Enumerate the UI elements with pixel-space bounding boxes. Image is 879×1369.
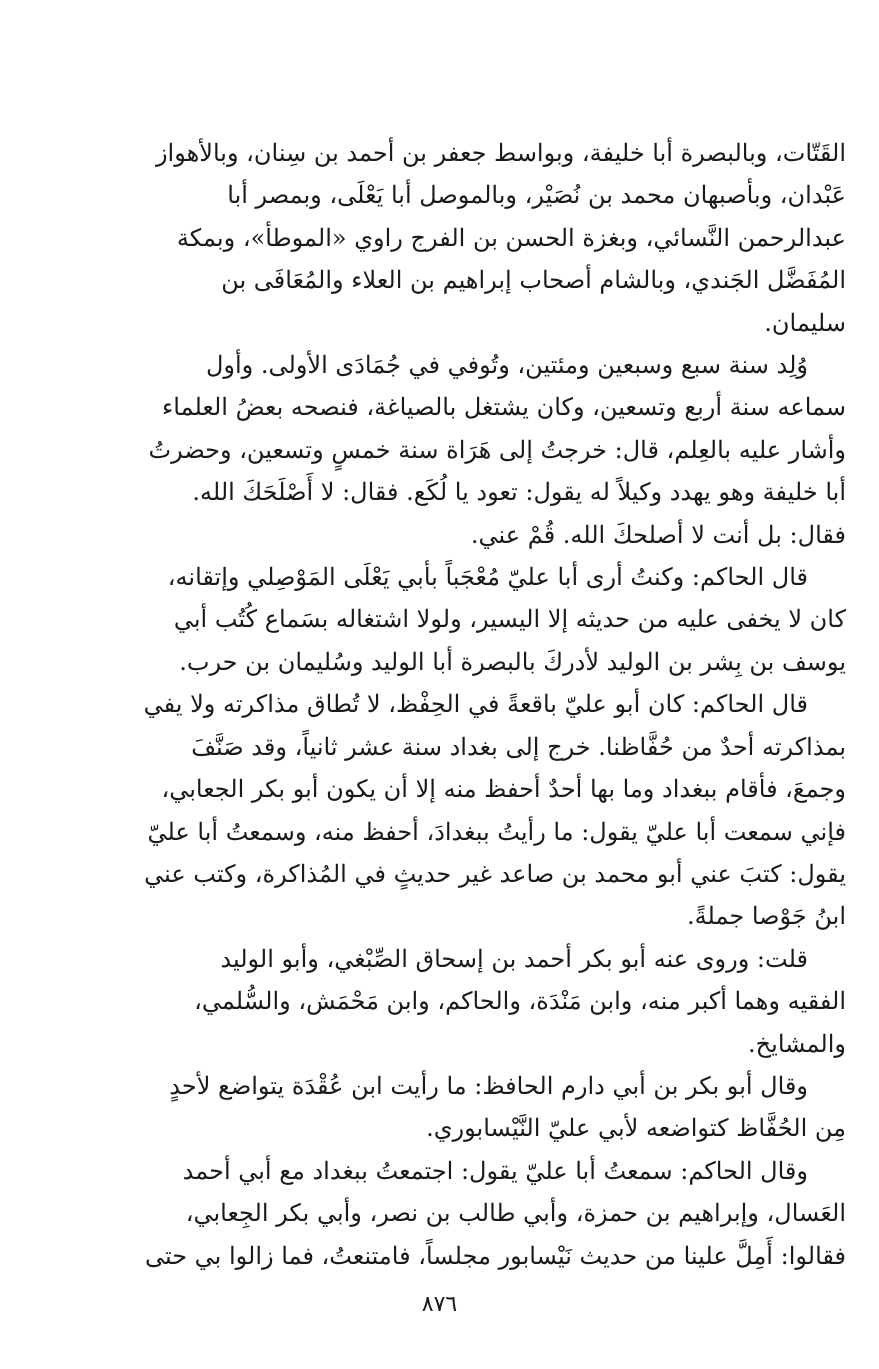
paragraph-7 [34, 1150, 846, 1277]
text-line: كان لا يخفى عليه من حديثه إلا اليسير، ولولا اشتغاله بسَماع كُتُب أبي [173, 605, 846, 634]
paragraph-3 [34, 556, 846, 683]
paragraph-6 [34, 1065, 846, 1150]
text-line: القَتّات، وبالبصرة أبا خليفة، وبواسط جعفر بن أحمد بن سِنان، وبالأهواز [155, 139, 846, 167]
paragraph-2 [34, 344, 846, 556]
text-line: وقال الحاكم: سمعتُ أبا عليّ يقول: اجتمعتُ ببغداد مع أبي أحمد [182, 1156, 808, 1185]
text-line: فقالوا: أَمِلَّ علينا من حديث نَيْسابور مجلساً، فامتنعتُ، فما زالوا بي حتى [144, 1241, 846, 1270]
text-line: سليمان. [764, 308, 846, 337]
text-line: عَبْدان، وبأصبهان محمد بن نُصَيْر، وبالموصل أبا يَعْلَى، وبمصر أبا [227, 181, 846, 210]
text-line: مِن الحُفَّاظ كتواضعه لأبي عليّ النَّيْسابوري. [426, 1114, 846, 1143]
text-line: قال الحاكم: وكنتُ أرى أبا عليّ مُعْجَباً بأبي يَعْلَى المَوْصِلي وإتقانه، [167, 563, 808, 592]
paragraph-4 [34, 683, 846, 937]
paragraph-1 [34, 132, 846, 344]
text-line: المُفَضَّل الجَندي، وبالشام أصحاب إبراهيم بن العلاء والمُعَافَى بن [221, 266, 846, 295]
text-line: وجمعَ، فأقام ببغداد وما بها أحدٌ أحفظ منه إلا أن يكون أبو بكر الجعابي، [161, 775, 846, 804]
text-line: وُلِد سنة سبع وسبعين ومئتين، وتُوفي في جُمَادَى الأولى. وأول [205, 351, 808, 380]
text-line: ابنُ جَوْصا جملةً. [687, 902, 846, 931]
text-line: قلت: وروى عنه أبو بكر أحمد بن إسحاق الصِّبْغي، وأبو الوليد [220, 944, 808, 973]
text-line: والمشايخ. [748, 1029, 846, 1058]
text-line: أبا خليفة وهو يهدد وكيلاً له يقول: تعود يا لُكَع. فقال: لا أَصْلَحَكَ الله. [192, 478, 846, 507]
text-line: سماعه سنة أربع وتسعين، وكان يشتغل بالصياغة، فنصحه بعضُ العلماء [162, 393, 846, 422]
text-line: قال الحاكم: كان أبو عليّ باقعةً في الحِفْظ، لا تُطاق مذاكرته ولا يفي [143, 690, 808, 719]
text-line: وأشار عليه بالعِلم، قال: خرجتُ إلى هَرَاة سنة خمسٍ وتسعين، وحضرتُ [148, 435, 846, 464]
text-line: بمذاكرته أحدٌ من حُفَّاظنا. خرج إلى بغداد سنة عشر ثانياً، وقد صَنَّفَ [191, 732, 846, 761]
text-line: يوسف بن بِشر بن الوليد لأدركَ بالبصرة أبا الوليد وسُليمان بن حرب. [179, 647, 846, 676]
page-number: ٨٧٦ [421, 1292, 458, 1317]
body-text [34, 132, 846, 1277]
text-line: فقال: بل أنت لا أصلحكَ الله. قُمْ عني. [470, 520, 846, 549]
text-line: يقول: كتبَ عني أبو محمد بن صاعد غير حديثٍ في المُذاكرة، وكتب عني [144, 859, 846, 888]
text-line: فإني سمعت أبا عليّ يقول: ما رأيتُ ببغدادَ، أحفظ منه، وسمعتُ أبا عليّ [147, 817, 846, 846]
text-line: الفقيه وهما أكبر منه، وابن مَنْدَة، والحاكم، وابن مَحْمَش، والسُّلمي، [194, 987, 846, 1016]
text-line: وقال أبو بكر بن أبي دارم الحافظ: ما رأيت ابن عُقْدَة يتواضع لأحدٍ [169, 1071, 808, 1100]
text-line: عبدالرحمن النَّسائي، وبغزة الحسن بن الفرج راوي «الموطأ»، وبمكة [176, 223, 846, 252]
paragraph-5 [34, 938, 846, 1065]
text-line: العَسال، وإبراهيم بن حمزة، وأبي طالب بن نصر، وأبي بكر الجِعابي، [185, 1199, 846, 1228]
